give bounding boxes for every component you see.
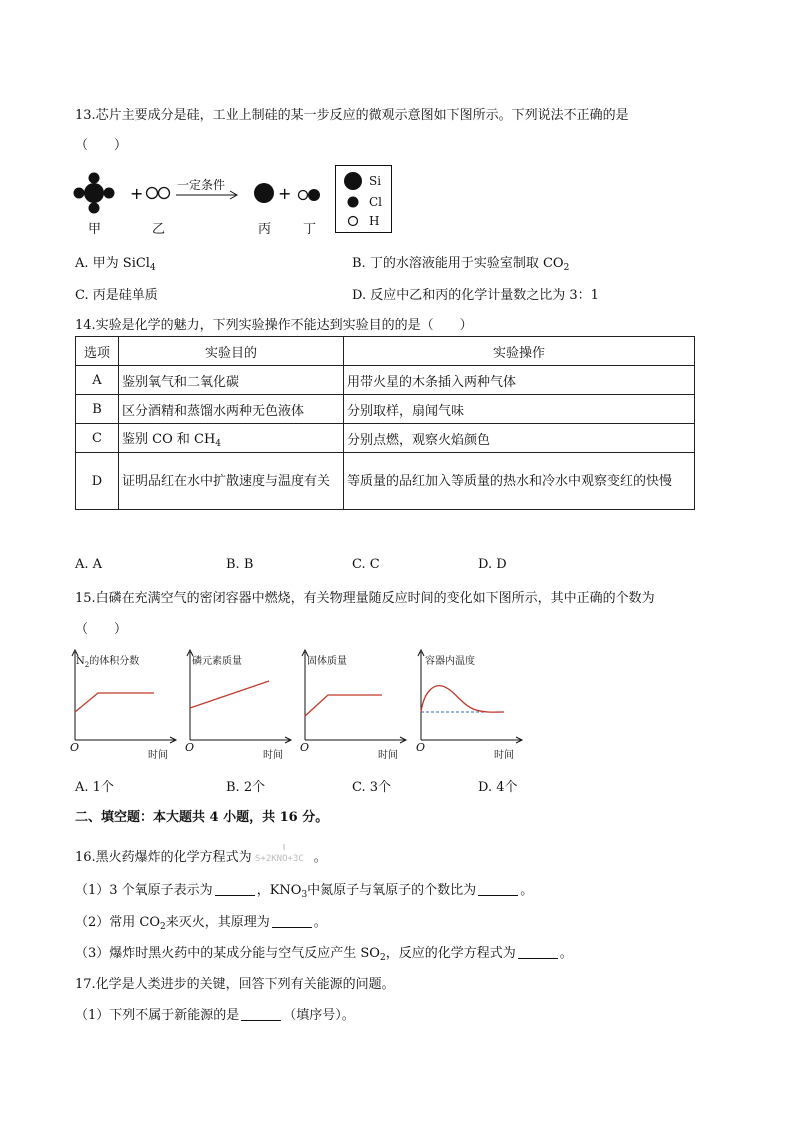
molecule-yi	[147, 188, 170, 199]
curve-temperature	[421, 686, 504, 712]
q14-table	[75, 336, 695, 510]
legend-h: H	[369, 214, 380, 228]
equation-image	[252, 844, 314, 866]
q16-stem: 16.黑火药爆炸的化学方程式为 S+2KNO+3C 。	[75, 844, 327, 866]
row-c-option: C	[76, 424, 119, 453]
graph3-origin: O	[300, 741, 310, 754]
molecule-bing	[254, 183, 274, 203]
graph1-xlabel: 时间	[148, 750, 168, 761]
blank-5[interactable]	[241, 1008, 281, 1021]
header-goal: 实验目的	[119, 337, 344, 366]
graph1-origin: O	[70, 741, 80, 754]
table-row	[76, 453, 695, 510]
q15-stem: 15.白磷在充满空气的密闭容器中燃烧，有关物理量随反应时间的变化如下图所示，其中正确的个数为	[75, 591, 655, 606]
q17-sub-1: （1）下列不属于新能源的是 （填序号）。	[75, 1008, 355, 1023]
header-operation: 实验操作	[344, 337, 695, 366]
q16-sub-2: （2）常用 $CO_2$来灭火，其原理为 。	[75, 915, 327, 932]
q15-option-c: C. 3个	[352, 780, 392, 795]
table-header-row	[76, 337, 695, 366]
molecule-jia	[74, 173, 115, 214]
curve-n2	[75, 693, 154, 712]
q13-option-c: C. 丙是硅单质	[75, 288, 158, 303]
graph2-xlabel: 时间	[263, 750, 283, 761]
molecule-ding	[299, 189, 321, 201]
q13-arrow-label: 一定条件	[177, 178, 226, 192]
graph4-origin: O	[416, 741, 426, 754]
row-d-operation: 等质量的品红加入等质量的热水和冷水中观察变红的快慢	[344, 453, 695, 510]
q13-option-a: A. 甲为 SiCl$_4$	[75, 256, 156, 273]
legend-cl: Cl	[369, 195, 383, 209]
q17-stem: 17.化学是人类进步的关键，回答下列有关能源的问题。	[75, 977, 395, 992]
q13-label-bing: 丙	[258, 222, 272, 237]
q15-paren: （ ）	[75, 622, 128, 637]
q14-option-a: A. A	[75, 557, 103, 572]
row-d-option: D	[76, 453, 119, 510]
graph3-ylabel: 固体质量	[307, 656, 347, 667]
curve-solid-mass	[305, 695, 382, 716]
row-c-goal: 鉴别 CO 和 $CH_4$	[119, 424, 344, 453]
table-row	[76, 366, 695, 395]
graph4-xlabel: 时间	[494, 750, 514, 761]
row-b-goal: 区分酒精和蒸馏水两种无色液体	[119, 395, 344, 424]
row-a-goal: 鉴别氧气和二氧化碳	[119, 366, 344, 395]
q13-paren: （ ）	[75, 138, 128, 153]
table-row	[76, 395, 695, 424]
q15-option-a: A. 1个	[75, 780, 114, 795]
q13-option-d: D. 反应中乙和丙的化学计量数之比为 3：1	[352, 288, 599, 303]
svg-text:S+2KNO+3C: S+2KNO+3C	[254, 854, 304, 864]
graph2-origin: O	[185, 741, 195, 754]
q16-sub-1: （1）3 个氧原子表示为 ，$KNO_3$中氮原子与氧原子的个数比为 。	[75, 883, 534, 900]
row-d-goal: 证明品红在水中扩散速度与温度有关	[119, 453, 344, 510]
blank-1[interactable]	[215, 883, 255, 896]
row-a-operation: 用带火星的木条插入两种气体	[344, 366, 695, 395]
graph1-ylabel: $N_2$的体积分数	[76, 656, 140, 669]
q14-option-c: C. C	[352, 557, 380, 572]
q14-stem: 14.实验是化学的魅力，下列实验操作不能达到实验目的的是（ ）	[75, 318, 473, 333]
row-a-option: A	[76, 366, 119, 395]
table-row	[76, 424, 695, 453]
q13-stem: 13.芯片主要成分是硅，工业上制硅的某一步反应的微观示意图如下图所示。下列说法不正确的是	[75, 108, 629, 123]
blank-4[interactable]	[518, 946, 558, 959]
q14-option-b: B. B	[226, 557, 254, 572]
legend-si: Si	[369, 174, 382, 188]
row-c-operation: 分别点燃，观察火焰颜色	[344, 424, 695, 453]
blank-2[interactable]	[478, 883, 518, 896]
q15-option-d: D. 4个	[478, 780, 518, 795]
q15-option-b: B. 2个	[226, 780, 266, 795]
blank-3[interactable]	[272, 915, 312, 928]
svg-text:+: +	[278, 184, 292, 203]
curve-phosphorus	[190, 681, 269, 708]
svg-text:+: +	[130, 184, 144, 203]
header-option: 选项	[76, 337, 119, 366]
q13-label-jia: 甲	[88, 222, 102, 237]
section-2-heading: 二、填空题：本大题共 4 小题，共 16 分。	[75, 810, 329, 825]
graph2-ylabel: 磷元素质量	[192, 656, 242, 667]
row-b-option: B	[76, 395, 119, 424]
q13-label-yi: 乙	[152, 222, 166, 237]
row-b-operation: 分别取样，扇闻气味	[344, 395, 695, 424]
q13-label-ding: 丁	[303, 222, 317, 237]
q14-option-d: D. D	[478, 557, 507, 572]
atom-legend	[335, 165, 392, 233]
q13-option-b: B. 丁的水溶液能用于实验室制取 $CO_2$	[352, 256, 570, 273]
graph4-ylabel: 容器内温度	[425, 656, 475, 667]
graph3-xlabel: 时间	[378, 750, 398, 761]
q16-sub-3: （3）爆炸时黑火药中的某成分能与空气反应产生 $SO_2$，反应的化学方程式为 。	[75, 946, 573, 963]
